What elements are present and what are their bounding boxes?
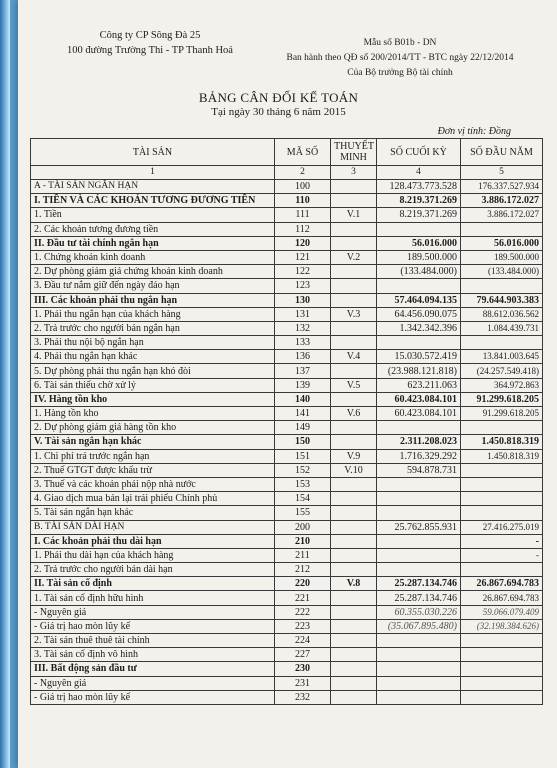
row-asset-name: 2. Trả trước cho người bán ngắn hạn — [31, 321, 275, 335]
row-code: 224 — [275, 634, 331, 648]
row-code: 139 — [275, 378, 331, 392]
row-begin-value: 91.299.618.205 — [461, 392, 543, 406]
row-asset-name: V. Tài sản ngắn hạn khác — [31, 435, 275, 449]
row-asset-name: 2. Trả trước cho người bán dài hạn — [31, 563, 275, 577]
row-end-value: 128.473.773.528 — [377, 180, 461, 194]
table-row — [31, 364, 543, 378]
row-note — [331, 662, 377, 676]
row-end-value: (133.484.000) — [377, 265, 461, 279]
row-note — [331, 194, 377, 208]
row-end-value: 25.287.134.746 — [377, 577, 461, 591]
row-note — [331, 265, 377, 279]
table-header-row — [31, 139, 543, 166]
table-row — [31, 180, 543, 194]
row-asset-name: - Giá trị hao mòn lũy kế — [31, 690, 275, 704]
row-begin-value: 26.867.694.783 — [461, 591, 543, 605]
row-asset-name: 2. Tài sản thuê thuê tài chính — [31, 634, 275, 648]
row-note: V.6 — [331, 407, 377, 421]
row-note — [331, 548, 377, 562]
table-row — [31, 477, 543, 491]
row-asset-name: 4. Phải thu ngắn hạn khác — [31, 350, 275, 364]
row-note — [331, 477, 377, 491]
row-asset-name: III. Các khoản phải thu ngắn hạn — [31, 293, 275, 307]
balance-sheet-table — [30, 138, 543, 705]
row-end-value — [377, 279, 461, 293]
row-end-value — [377, 222, 461, 236]
row-end-value — [377, 563, 461, 577]
row-note — [331, 180, 377, 194]
row-code: 123 — [275, 279, 331, 293]
row-asset-name: 5. Tài sản ngắn hạn khác — [31, 506, 275, 520]
row-end-value: 15.030.572.419 — [377, 350, 461, 364]
row-asset-name: I. TIỀN VÀ CÁC KHOẢN TƯƠNG ĐƯƠNG TIỀN — [31, 194, 275, 208]
row-end-value: 56.016.000 — [377, 236, 461, 250]
row-begin-value: (32.198.384.626) — [461, 619, 543, 633]
row-asset-name: 4. Giao dịch mua bán lại trái phiếu Chính phủ — [31, 492, 275, 506]
row-asset-name: 1. Phải thu dài hạn của khách hàng — [31, 548, 275, 562]
col-header-code: MÃ SỐ — [275, 139, 331, 166]
row-end-value — [377, 690, 461, 704]
row-code: 122 — [275, 265, 331, 279]
row-note: V.8 — [331, 577, 377, 591]
row-begin-value: 176.337.527.934 — [461, 180, 543, 194]
row-begin-value: - — [461, 548, 543, 562]
row-note — [331, 520, 377, 534]
form-issued-by: Ban hành theo QĐ số 200/2014/TT - BTC ngày 22/12/2014 — [286, 53, 514, 63]
row-asset-name: 1. Tiền — [31, 208, 275, 222]
table-row — [31, 520, 543, 534]
row-code: 155 — [275, 506, 331, 520]
row-end-value: 1.342.342.396 — [377, 321, 461, 335]
row-note — [331, 634, 377, 648]
row-code: 110 — [275, 194, 331, 208]
row-code: 130 — [275, 293, 331, 307]
row-note: V.10 — [331, 463, 377, 477]
row-asset-name: 1. Hàng tồn kho — [31, 407, 275, 421]
row-end-value: 623.211.063 — [377, 378, 461, 392]
row-note — [331, 336, 377, 350]
table-row — [31, 435, 543, 449]
row-code: 149 — [275, 421, 331, 435]
row-begin-value: 3.886.172.027 — [461, 194, 543, 208]
table-row — [31, 293, 543, 307]
row-asset-name: 1. Chứng khoán kinh doanh — [31, 250, 275, 264]
row-end-value: 1.716.329.292 — [377, 449, 461, 463]
row-asset-name: 2. Dự phòng giảm giá hàng tồn kho — [31, 421, 275, 435]
row-note — [331, 591, 377, 605]
company-name: Công ty CP Sông Đà 25 — [99, 30, 201, 41]
table-row — [31, 378, 543, 392]
row-begin-value: 189.500.000 — [461, 250, 543, 264]
row-begin-value: 3.886.172.027 — [461, 208, 543, 222]
row-note — [331, 392, 377, 406]
row-end-value: (35.067.895.480) — [377, 619, 461, 633]
row-note: V.5 — [331, 378, 377, 392]
row-code: 221 — [275, 591, 331, 605]
row-code: 140 — [275, 392, 331, 406]
row-end-value: 594.878.731 — [377, 463, 461, 477]
row-begin-value: - — [461, 534, 543, 548]
report-date: Tại ngày 30 tháng 6 năm 2015 — [211, 106, 346, 118]
row-note: V.1 — [331, 208, 377, 222]
table-row — [31, 506, 543, 520]
row-code: 141 — [275, 407, 331, 421]
row-code: 136 — [275, 350, 331, 364]
row-begin-value: 79.644.903.383 — [461, 293, 543, 307]
table-row — [31, 421, 543, 435]
row-begin-value: 91.299.618.205 — [461, 407, 543, 421]
table-row — [31, 321, 543, 335]
row-code: 230 — [275, 662, 331, 676]
row-code: 227 — [275, 648, 331, 662]
table-row — [31, 690, 543, 704]
row-code: 100 — [275, 180, 331, 194]
table-row — [31, 492, 543, 506]
row-begin-value: 59.066.079.409 — [461, 605, 543, 619]
table-row — [31, 208, 543, 222]
row-note — [331, 605, 377, 619]
row-end-value — [377, 662, 461, 676]
row-begin-value — [461, 648, 543, 662]
row-asset-name: 2. Các khoản tương đương tiền — [31, 222, 275, 236]
row-begin-value: 27.416.275.019 — [461, 520, 543, 534]
row-asset-name: 3. Phải thu nội bộ ngắn hạn — [31, 336, 275, 350]
table-row — [31, 350, 543, 364]
table-row — [31, 449, 543, 463]
row-end-value: 8.219.371.269 — [377, 208, 461, 222]
table-row — [31, 236, 543, 250]
row-end-value — [377, 548, 461, 562]
col-index: 1 — [31, 166, 275, 180]
row-begin-value — [461, 690, 543, 704]
col-index: 4 — [377, 166, 461, 180]
col-index: 5 — [461, 166, 543, 180]
row-note — [331, 492, 377, 506]
row-end-value: 60.355.030.226 — [377, 605, 461, 619]
row-asset-name: 3. Thuế và các khoản phải nộp nhà nước — [31, 477, 275, 491]
row-begin-value: 56.016.000 — [461, 236, 543, 250]
row-code: 232 — [275, 690, 331, 704]
row-asset-name: 1. Chi phí trả trước ngắn hạn — [31, 449, 275, 463]
row-note: V.3 — [331, 307, 377, 321]
table-row — [31, 648, 543, 662]
row-end-value: 189.500.000 — [377, 250, 461, 264]
row-asset-name: 3. Đầu tư nắm giữ đến ngày đáo hạn — [31, 279, 275, 293]
row-begin-value — [461, 634, 543, 648]
row-asset-name: - Giá trị hao mòn lũy kế — [31, 619, 275, 633]
row-code: 154 — [275, 492, 331, 506]
row-begin-value — [461, 477, 543, 491]
row-asset-name: A - TÀI SẢN NGẮN HẠN — [31, 180, 275, 194]
table-row — [31, 634, 543, 648]
row-asset-name: 1. Phải thu ngắn hạn của khách hàng — [31, 307, 275, 321]
company-header — [60, 28, 240, 58]
row-begin-value: 13.841.003.645 — [461, 350, 543, 364]
row-begin-value — [461, 336, 543, 350]
row-end-value: 57.464.094.135 — [377, 293, 461, 307]
row-asset-name: - Nguyên giá — [31, 605, 275, 619]
row-note — [331, 236, 377, 250]
table-row — [31, 577, 543, 591]
row-asset-name: I. Các khoản phải thu dài hạn — [31, 534, 275, 548]
row-begin-value: (133.484.000) — [461, 265, 543, 279]
row-code: 200 — [275, 520, 331, 534]
table-row — [31, 222, 543, 236]
row-begin-value: 26.867.694.783 — [461, 577, 543, 591]
row-note — [331, 534, 377, 548]
table-row — [31, 336, 543, 350]
table-row — [31, 676, 543, 690]
row-end-value — [377, 477, 461, 491]
row-end-value — [377, 492, 461, 506]
row-code: 137 — [275, 364, 331, 378]
table-row — [31, 279, 543, 293]
row-end-value — [377, 634, 461, 648]
column-index-row — [31, 166, 543, 180]
row-note — [331, 222, 377, 236]
row-end-value — [377, 421, 461, 435]
row-begin-value — [461, 662, 543, 676]
row-code: 133 — [275, 336, 331, 350]
form-header — [255, 36, 545, 81]
table-row — [31, 605, 543, 619]
row-note — [331, 690, 377, 704]
row-end-value: 25.762.855.931 — [377, 520, 461, 534]
row-note: V.2 — [331, 250, 377, 264]
row-code: 223 — [275, 619, 331, 633]
row-asset-name: 2. Dự phòng giảm giá chứng khoán kinh doanh — [31, 265, 275, 279]
row-end-value: 60.423.084.101 — [377, 392, 461, 406]
row-asset-name: 3. Tài sản cố định vô hình — [31, 648, 275, 662]
row-note — [331, 279, 377, 293]
row-code: 151 — [275, 449, 331, 463]
row-end-value — [377, 534, 461, 548]
company-address: 100 đường Trường Thi - TP Thanh Hoá — [67, 45, 233, 56]
row-note: V.9 — [331, 449, 377, 463]
table-row — [31, 662, 543, 676]
col-header-end-period: SỐ CUỐI KỲ — [377, 139, 461, 166]
row-end-value: 64.456.090.075 — [377, 307, 461, 321]
col-header-asset: TÀI SẢN — [31, 139, 275, 166]
row-begin-value: 1.084.439.731 — [461, 321, 543, 335]
row-code: 222 — [275, 605, 331, 619]
row-code: 211 — [275, 548, 331, 562]
col-index: 2 — [275, 166, 331, 180]
row-asset-name: III. Bất động sản đầu tư — [31, 662, 275, 676]
row-code: 231 — [275, 676, 331, 690]
row-note — [331, 364, 377, 378]
row-end-value — [377, 336, 461, 350]
table-row — [31, 392, 543, 406]
row-end-value: 8.219.371.269 — [377, 194, 461, 208]
row-code: 150 — [275, 435, 331, 449]
row-asset-name: 1. Tài sản cố định hữu hình — [31, 591, 275, 605]
table-row — [31, 548, 543, 562]
row-begin-value — [461, 506, 543, 520]
row-begin-value: 88.612.036.562 — [461, 307, 543, 321]
row-note — [331, 321, 377, 335]
row-end-value — [377, 648, 461, 662]
row-note — [331, 421, 377, 435]
table-row — [31, 407, 543, 421]
row-note — [331, 676, 377, 690]
row-begin-value — [461, 676, 543, 690]
row-code: 111 — [275, 208, 331, 222]
row-code: 131 — [275, 307, 331, 321]
row-asset-name: 6. Tài sản thiếu chờ xử lý — [31, 378, 275, 392]
row-asset-name: - Nguyên giá — [31, 676, 275, 690]
row-note — [331, 563, 377, 577]
table-row — [31, 463, 543, 477]
row-begin-value — [461, 563, 543, 577]
row-asset-name: II. Đầu tư tài chính ngắn hạn — [31, 236, 275, 250]
row-end-value: (23.988.121.818) — [377, 364, 461, 378]
row-begin-value — [461, 222, 543, 236]
row-code: 210 — [275, 534, 331, 548]
row-begin-value: (24.257.549.418) — [461, 364, 543, 378]
row-asset-name: IV. Hàng tồn kho — [31, 392, 275, 406]
row-code: 212 — [275, 563, 331, 577]
table-row — [31, 307, 543, 321]
row-end-value: 60.423.084.101 — [377, 407, 461, 421]
report-title: BẢNG CÂN ĐỐI KẾ TOÁN — [198, 90, 359, 105]
table-row — [31, 534, 543, 548]
row-asset-name: II. Tài sản cố định — [31, 577, 275, 591]
row-note: V.4 — [331, 350, 377, 364]
row-code: 121 — [275, 250, 331, 264]
table-row — [31, 265, 543, 279]
row-begin-value — [461, 279, 543, 293]
row-begin-value: 1.450.818.319 — [461, 449, 543, 463]
table-row — [31, 591, 543, 605]
row-end-value: 2.311.208.023 — [377, 435, 461, 449]
col-header-begin-year: SỐ ĐẦU NĂM — [461, 139, 543, 166]
row-code: 152 — [275, 463, 331, 477]
row-code: 120 — [275, 236, 331, 250]
row-begin-value — [461, 421, 543, 435]
row-asset-name: 2. Thuế GTGT được khấu trừ — [31, 463, 275, 477]
col-header-note: THUYẾT MINH — [331, 139, 377, 166]
row-code: 132 — [275, 321, 331, 335]
row-note — [331, 293, 377, 307]
row-note — [331, 506, 377, 520]
table-row — [31, 563, 543, 577]
row-end-value: 25.287.134.746 — [377, 591, 461, 605]
row-asset-name: 5. Dự phòng phải thu ngắn hạn khó đòi — [31, 364, 275, 378]
row-code: 220 — [275, 577, 331, 591]
row-begin-value — [461, 463, 543, 477]
table-row — [31, 250, 543, 264]
row-begin-value — [461, 492, 543, 506]
col-index: 3 — [331, 166, 377, 180]
currency-unit: Đơn vị tính: Đồng — [437, 126, 511, 137]
row-begin-value: 364.972.863 — [461, 378, 543, 392]
form-code: Mẫu số B01b - DN — [363, 38, 437, 48]
row-code: 153 — [275, 477, 331, 491]
row-asset-name: B. TÀI SẢN DÀI HẠN — [31, 520, 275, 534]
row-note — [331, 648, 377, 662]
row-note — [331, 435, 377, 449]
table-row — [31, 619, 543, 633]
row-end-value — [377, 506, 461, 520]
row-begin-value: 1.450.818.319 — [461, 435, 543, 449]
row-code: 112 — [275, 222, 331, 236]
row-end-value — [377, 676, 461, 690]
table-row — [31, 194, 543, 208]
form-authority: Của Bộ trưởng Bộ tài chính — [347, 68, 453, 78]
row-note — [331, 619, 377, 633]
